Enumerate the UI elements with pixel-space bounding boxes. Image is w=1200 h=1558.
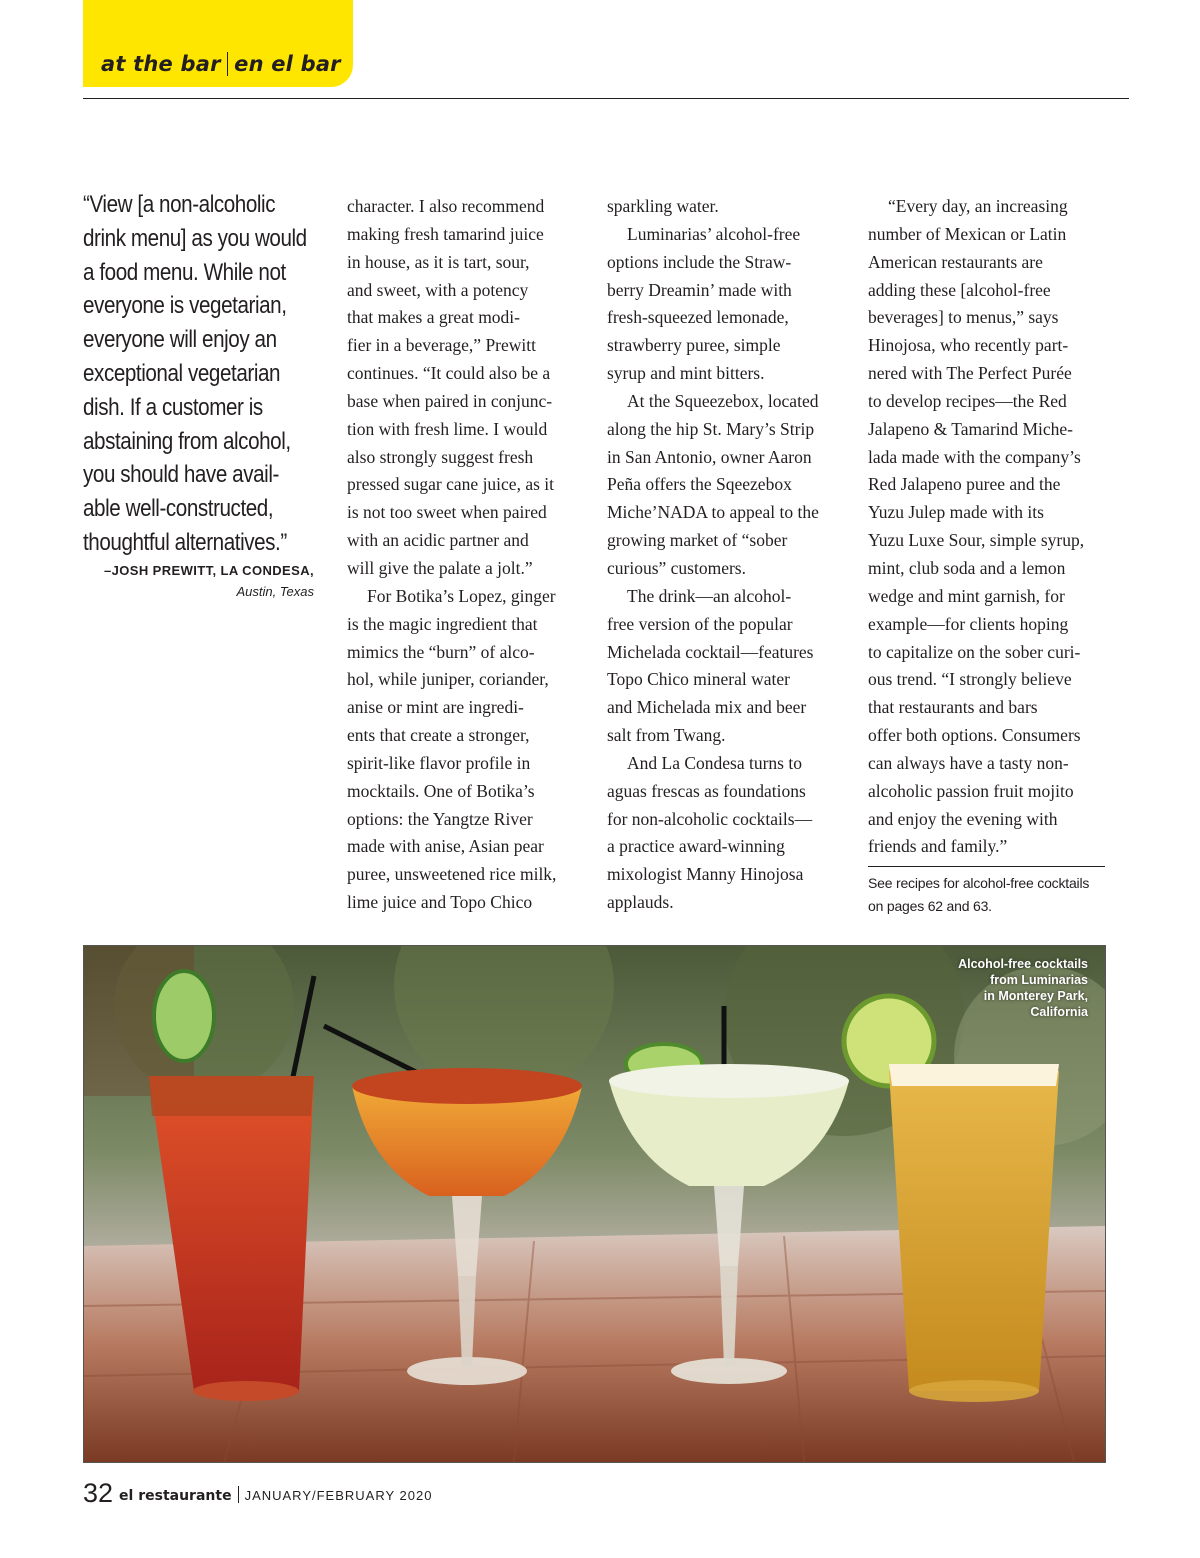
section-label-es: en el bar	[234, 52, 341, 76]
pull-quote-line: exceptional vegetarian	[83, 359, 281, 387]
article-line: is the magic ingredient that	[347, 613, 538, 634]
article-line: alcoholic passion fruit mojito	[868, 780, 1074, 801]
article-line: For Botika’s Lopez, ginger	[367, 585, 556, 606]
article-line: sparkling water.	[607, 196, 719, 216]
magazine-name: el restaurante	[119, 1488, 232, 1504]
article-line: wedge and mint garnish, for	[868, 585, 1065, 606]
article-line: hol, while juniper, coriander,	[347, 669, 549, 690]
article-line: beverages] to menus,” says	[868, 307, 1059, 328]
article-line: for non-alcoholic cocktails—	[607, 808, 813, 829]
photo-caption	[958, 956, 1088, 1020]
photo-caption-line: in Monterey Park,	[983, 989, 1088, 1003]
cocktails-illustration	[84, 946, 1105, 1462]
recipe-note-line-2: on pages 62 and 63.	[868, 898, 992, 914]
article-line: that makes a great modi-	[347, 307, 520, 328]
article-line: friends and family.”	[868, 836, 1008, 857]
article-line: is not too sweet when paired	[347, 502, 547, 523]
article-line: tion with fresh lime. I would	[347, 418, 548, 439]
article-line: and enjoy the evening with	[868, 808, 1058, 829]
pull-quote-line: able well-constructed,	[83, 495, 274, 523]
article-line: character. I also recommend	[347, 196, 545, 216]
photo-caption-line: Alcohol-free cocktails	[958, 957, 1088, 971]
article-line: Miche’NADA to appeal to the	[607, 502, 819, 523]
pull-quote-line: everyone will enjoy an	[83, 326, 277, 354]
article-line: offer both options. Consumers	[868, 725, 1081, 746]
article-line: fier in a beverage,” Prewitt	[347, 335, 537, 356]
article-line: berry Dreamin’ made with	[607, 279, 792, 300]
pull-quote-line: you should have avail-	[83, 461, 279, 489]
article-line: mimics the “burn” of alco-	[347, 641, 535, 662]
header-rule	[83, 98, 1129, 99]
pull-quote-line: thoughtful alternatives.”	[83, 528, 287, 556]
section-tab	[83, 0, 353, 87]
article-line: Hinojosa, who recently part-	[868, 335, 1069, 356]
article-line: salt from Twang.	[607, 725, 726, 746]
article-line: American restaurants are	[868, 251, 1043, 272]
article-line: example—for clients hoping	[868, 613, 1069, 634]
pull-quote-line: dish. If a customer is	[83, 393, 263, 421]
pull-quote-location: Austin, Texas	[236, 584, 314, 599]
article-line: in house, as it is tart, sour,	[347, 251, 530, 272]
article-column-2	[607, 193, 852, 917]
article-line: Michelada cocktail—features	[607, 641, 814, 662]
pull-quote-line: a food menu. While not	[83, 258, 286, 286]
section-label-en: at the bar	[101, 52, 221, 76]
article-line: a practice award-winning	[607, 836, 785, 857]
recipe-note-rule	[868, 866, 1105, 867]
article-line: made with anise, Asian pear	[347, 836, 544, 857]
article-line: strawberry puree, simple	[607, 335, 781, 356]
article-line: applauds.	[607, 892, 674, 913]
article-line: “Every day, an increasing	[888, 196, 1068, 216]
article-line: Yuzu Luxe Sour, simple syrup,	[868, 530, 1085, 551]
article-column-1	[347, 193, 592, 917]
pull-quote-attribution: –JOSH PREWITT, LA CONDESA,	[104, 563, 314, 578]
pull-quote-line: abstaining from alcohol,	[83, 427, 291, 455]
article-line: Red Jalapeno puree and the	[868, 474, 1061, 495]
pull-quote	[83, 188, 307, 560]
article-line: Peña offers the Sqeezebox	[607, 474, 792, 495]
article-line: to capitalize on the sober curi-	[868, 641, 1081, 662]
article-line: Luminarias’ alcohol-free	[627, 223, 801, 244]
article-column-3	[868, 193, 1113, 861]
page-number: 32	[83, 1478, 114, 1508]
article-line: base when paired in conjunc-	[347, 390, 553, 411]
article-line: mint, club soda and a lemon	[868, 557, 1066, 578]
article-line: At the Squeezebox, located	[627, 390, 819, 411]
article-line: lada made with the company’s	[868, 446, 1081, 467]
article-line: number of Mexican or Latin	[868, 223, 1067, 244]
pull-quote-line: “View [a non-alcoholic	[83, 191, 276, 218]
article-line: also strongly suggest fresh	[347, 446, 534, 467]
article-line: and sweet, with a potency	[347, 279, 529, 300]
article-line: that restaurants and bars	[868, 697, 1038, 718]
footer-divider	[238, 1486, 239, 1503]
article-line: curious” customers.	[607, 557, 746, 578]
article-line: making fresh tamarind juice	[347, 223, 544, 244]
article-line: syrup and mint bitters.	[607, 363, 765, 384]
article-line: in San Antonio, owner Aaron	[607, 446, 812, 467]
article-line: Topo Chico mineral water	[607, 669, 790, 690]
article-line: options include the Straw-	[607, 251, 792, 272]
article-line: anise or mint are ingredi-	[347, 697, 524, 718]
photo-caption-line: from Luminarias	[990, 973, 1088, 987]
pull-quote-line: everyone is vegetarian,	[83, 292, 287, 320]
article-line: free version of the popular	[607, 613, 793, 634]
article-line: And La Condesa turns to	[627, 752, 802, 773]
article-line: along the hip St. Mary’s Strip	[607, 418, 815, 439]
article-line: Jalapeno & Tamarind Miche-	[868, 418, 1073, 439]
article-line: pressed sugar cane juice, as it	[347, 474, 555, 495]
article-line: with an acidic partner and	[347, 530, 529, 551]
issue-date: JANUARY/FEBRUARY 2020	[244, 1488, 433, 1503]
article-line: nered with The Perfect Purée	[868, 363, 1072, 384]
cocktails-photo	[83, 945, 1106, 1463]
page-footer	[83, 1478, 432, 1509]
article-line: to develop recipes—the Red	[868, 390, 1067, 411]
article-line: puree, unsweetened rice milk,	[347, 864, 557, 885]
article-line: will give the palate a jolt.”	[347, 557, 533, 578]
article-line: growing market of “sober	[607, 530, 788, 551]
article-line: fresh-squeezed lemonade,	[607, 307, 789, 328]
article-line: continues. “It could also be a	[347, 363, 551, 384]
article-line: Yuzu Julep made with its	[868, 502, 1044, 523]
recipe-note	[868, 872, 1108, 918]
section-divider	[227, 52, 229, 76]
photo-caption-line: California	[1030, 1005, 1088, 1019]
article-line: mocktails. One of Botika’s	[347, 780, 535, 801]
article-line: and Michelada mix and beer	[607, 697, 807, 718]
article-line: The drink—an alcohol-	[627, 585, 792, 606]
article-line: mixologist Manny Hinojosa	[607, 864, 804, 885]
article-line: options: the Yangtze River	[347, 808, 533, 829]
article-line: ous trend. “I strongly believe	[868, 669, 1072, 690]
article-line: aguas frescas as foundations	[607, 780, 806, 801]
section-label	[101, 52, 341, 76]
article-line: ents that create a stronger,	[347, 725, 530, 746]
article-line: adding these [alcohol-free	[868, 279, 1051, 300]
recipe-note-line-1: See recipes for alcohol-free cocktails	[868, 875, 1090, 891]
article-line: lime juice and Topo Chico	[347, 892, 533, 913]
article-line: can always have a tasty non-	[868, 752, 1069, 773]
article-line: spirit-like flavor profile in	[347, 752, 531, 773]
pull-quote-line: drink menu] as you would	[83, 224, 307, 252]
